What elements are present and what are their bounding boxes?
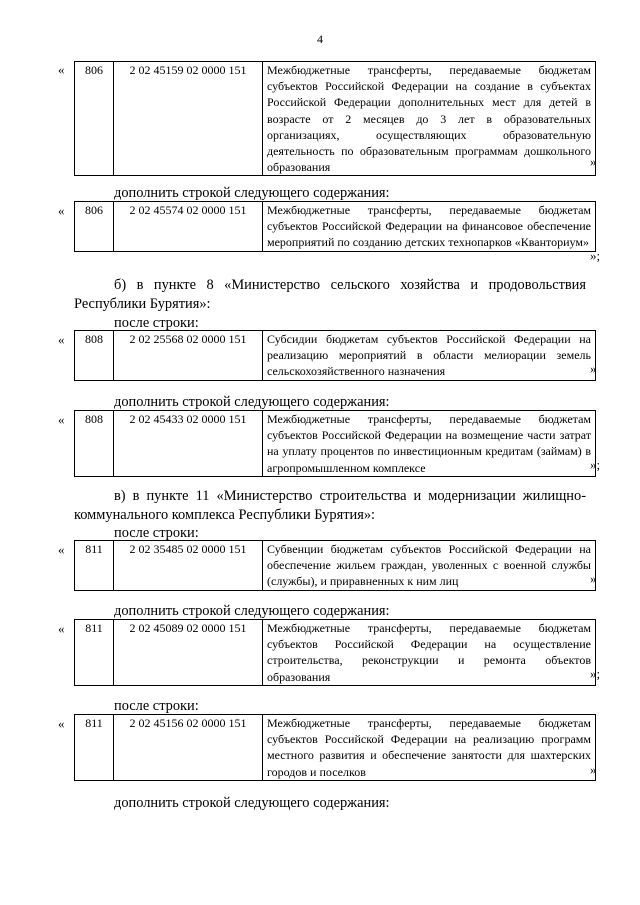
table-row	[74, 201, 596, 252]
page-number: 4	[317, 32, 323, 46]
table-row	[74, 540, 596, 591]
row-kbk: 2 02 45089 02 0000 151	[114, 620, 263, 686]
row-kbk: 2 02 45156 02 0000 151	[114, 715, 263, 781]
close-quote: »	[590, 361, 597, 376]
table-row	[74, 61, 596, 176]
table-row	[74, 410, 596, 477]
table-row	[74, 714, 596, 781]
open-quote: «	[58, 62, 65, 77]
row-kbk: 2 02 45159 02 0000 151	[114, 62, 263, 176]
row-code: 811	[75, 715, 114, 781]
row-code: 806	[75, 62, 114, 176]
row-kbk: 2 02 25568 02 0000 151	[114, 331, 263, 381]
row-name: Субвенции бюджетам субъектов Российской Федерации на обеспечение жильем граждан, уволенных с военной службы (службы), и приравненных к ним лиц	[263, 541, 596, 591]
add-row-phrase: дополнить строкой следующего содержания:	[114, 185, 390, 201]
close-quote: »	[590, 154, 597, 169]
row-code: 811	[75, 620, 114, 686]
row-name: Межбюджетные трансферты, передаваемые бюджетам субъектов Российской Федерации на реализацию программ местного развития и обеспечение занятости для шахтерских городов и поселков	[263, 715, 596, 781]
add-row-phrase: дополнить строкой следующего содержания:	[114, 603, 390, 619]
close-quote: »	[590, 762, 597, 777]
row-name: Межбюджетные трансферты, передаваемые бюджетам субъектов Российской Федерации на финансовое обеспечение мероприятий по созданию детских технопарков «Кванториум»	[263, 202, 596, 252]
table-row	[74, 330, 596, 381]
row-code: 808	[75, 331, 114, 381]
open-quote: «	[58, 332, 65, 347]
close-quote: »;	[590, 457, 601, 472]
open-quote: «	[58, 542, 65, 557]
add-row-phrase: дополнить строкой следующего содержания:	[114, 795, 390, 811]
row-kbk: 2 02 45574 02 0000 151	[114, 202, 263, 252]
open-quote: «	[58, 621, 65, 636]
table-row	[74, 619, 596, 686]
after-row-phrase: после строки:	[114, 698, 199, 714]
row-code: 811	[75, 541, 114, 591]
item-v-paragraph: в) в пункте 11 «Министерство строительства и модернизации жилищно-коммунального комплекса Республики Бурятия»:	[74, 488, 586, 523]
row-kbk: 2 02 35485 02 0000 151	[114, 541, 263, 591]
row-name: Субсидии бюджетам субъектов Российской Федерации на реализацию мероприятий в области мелиорации земель сельскохозяйственного назначения	[263, 331, 596, 381]
row-code: 806	[75, 202, 114, 252]
row-name: Межбюджетные трансферты, передаваемые бюджетам субъектов Российской Федерации на возмещение части затрат на уплату процентов по инвестиционным кредитам (займам) в агропромышленном комплексе	[263, 411, 596, 477]
open-quote: «	[58, 716, 65, 731]
open-quote: «	[58, 412, 65, 427]
close-quote: »;	[590, 248, 601, 263]
close-quote: »;	[590, 666, 601, 681]
row-name: Межбюджетные трансферты, передаваемые бюджетам субъектов Российской Федерации на создание в субъектах Российской Федерации дополнительных мест для детей в возрасте от 2 месяцев до 3 лет в образовательных организациях, осуществляющих образовательную деятельность по образовательным программам дошкольного образования	[263, 62, 596, 176]
open-quote: «	[58, 203, 65, 218]
add-row-phrase: дополнить строкой следующего содержания:	[114, 394, 390, 410]
item-b-paragraph: б) в пункте 8 «Министерство сельского хозяйства и продовольствия Республики Бурятия»:	[74, 277, 586, 312]
row-name: Межбюджетные трансферты, передаваемые бюджетам субъектов Российской Федерации на осуществление строительства, реконструкции и ремонта объектов образования	[263, 620, 596, 686]
after-row-phrase: после строки:	[114, 315, 199, 331]
row-code: 808	[75, 411, 114, 477]
close-quote: »	[590, 571, 597, 586]
row-kbk: 2 02 45433 02 0000 151	[114, 411, 263, 477]
after-row-phrase: после строки:	[114, 525, 199, 541]
